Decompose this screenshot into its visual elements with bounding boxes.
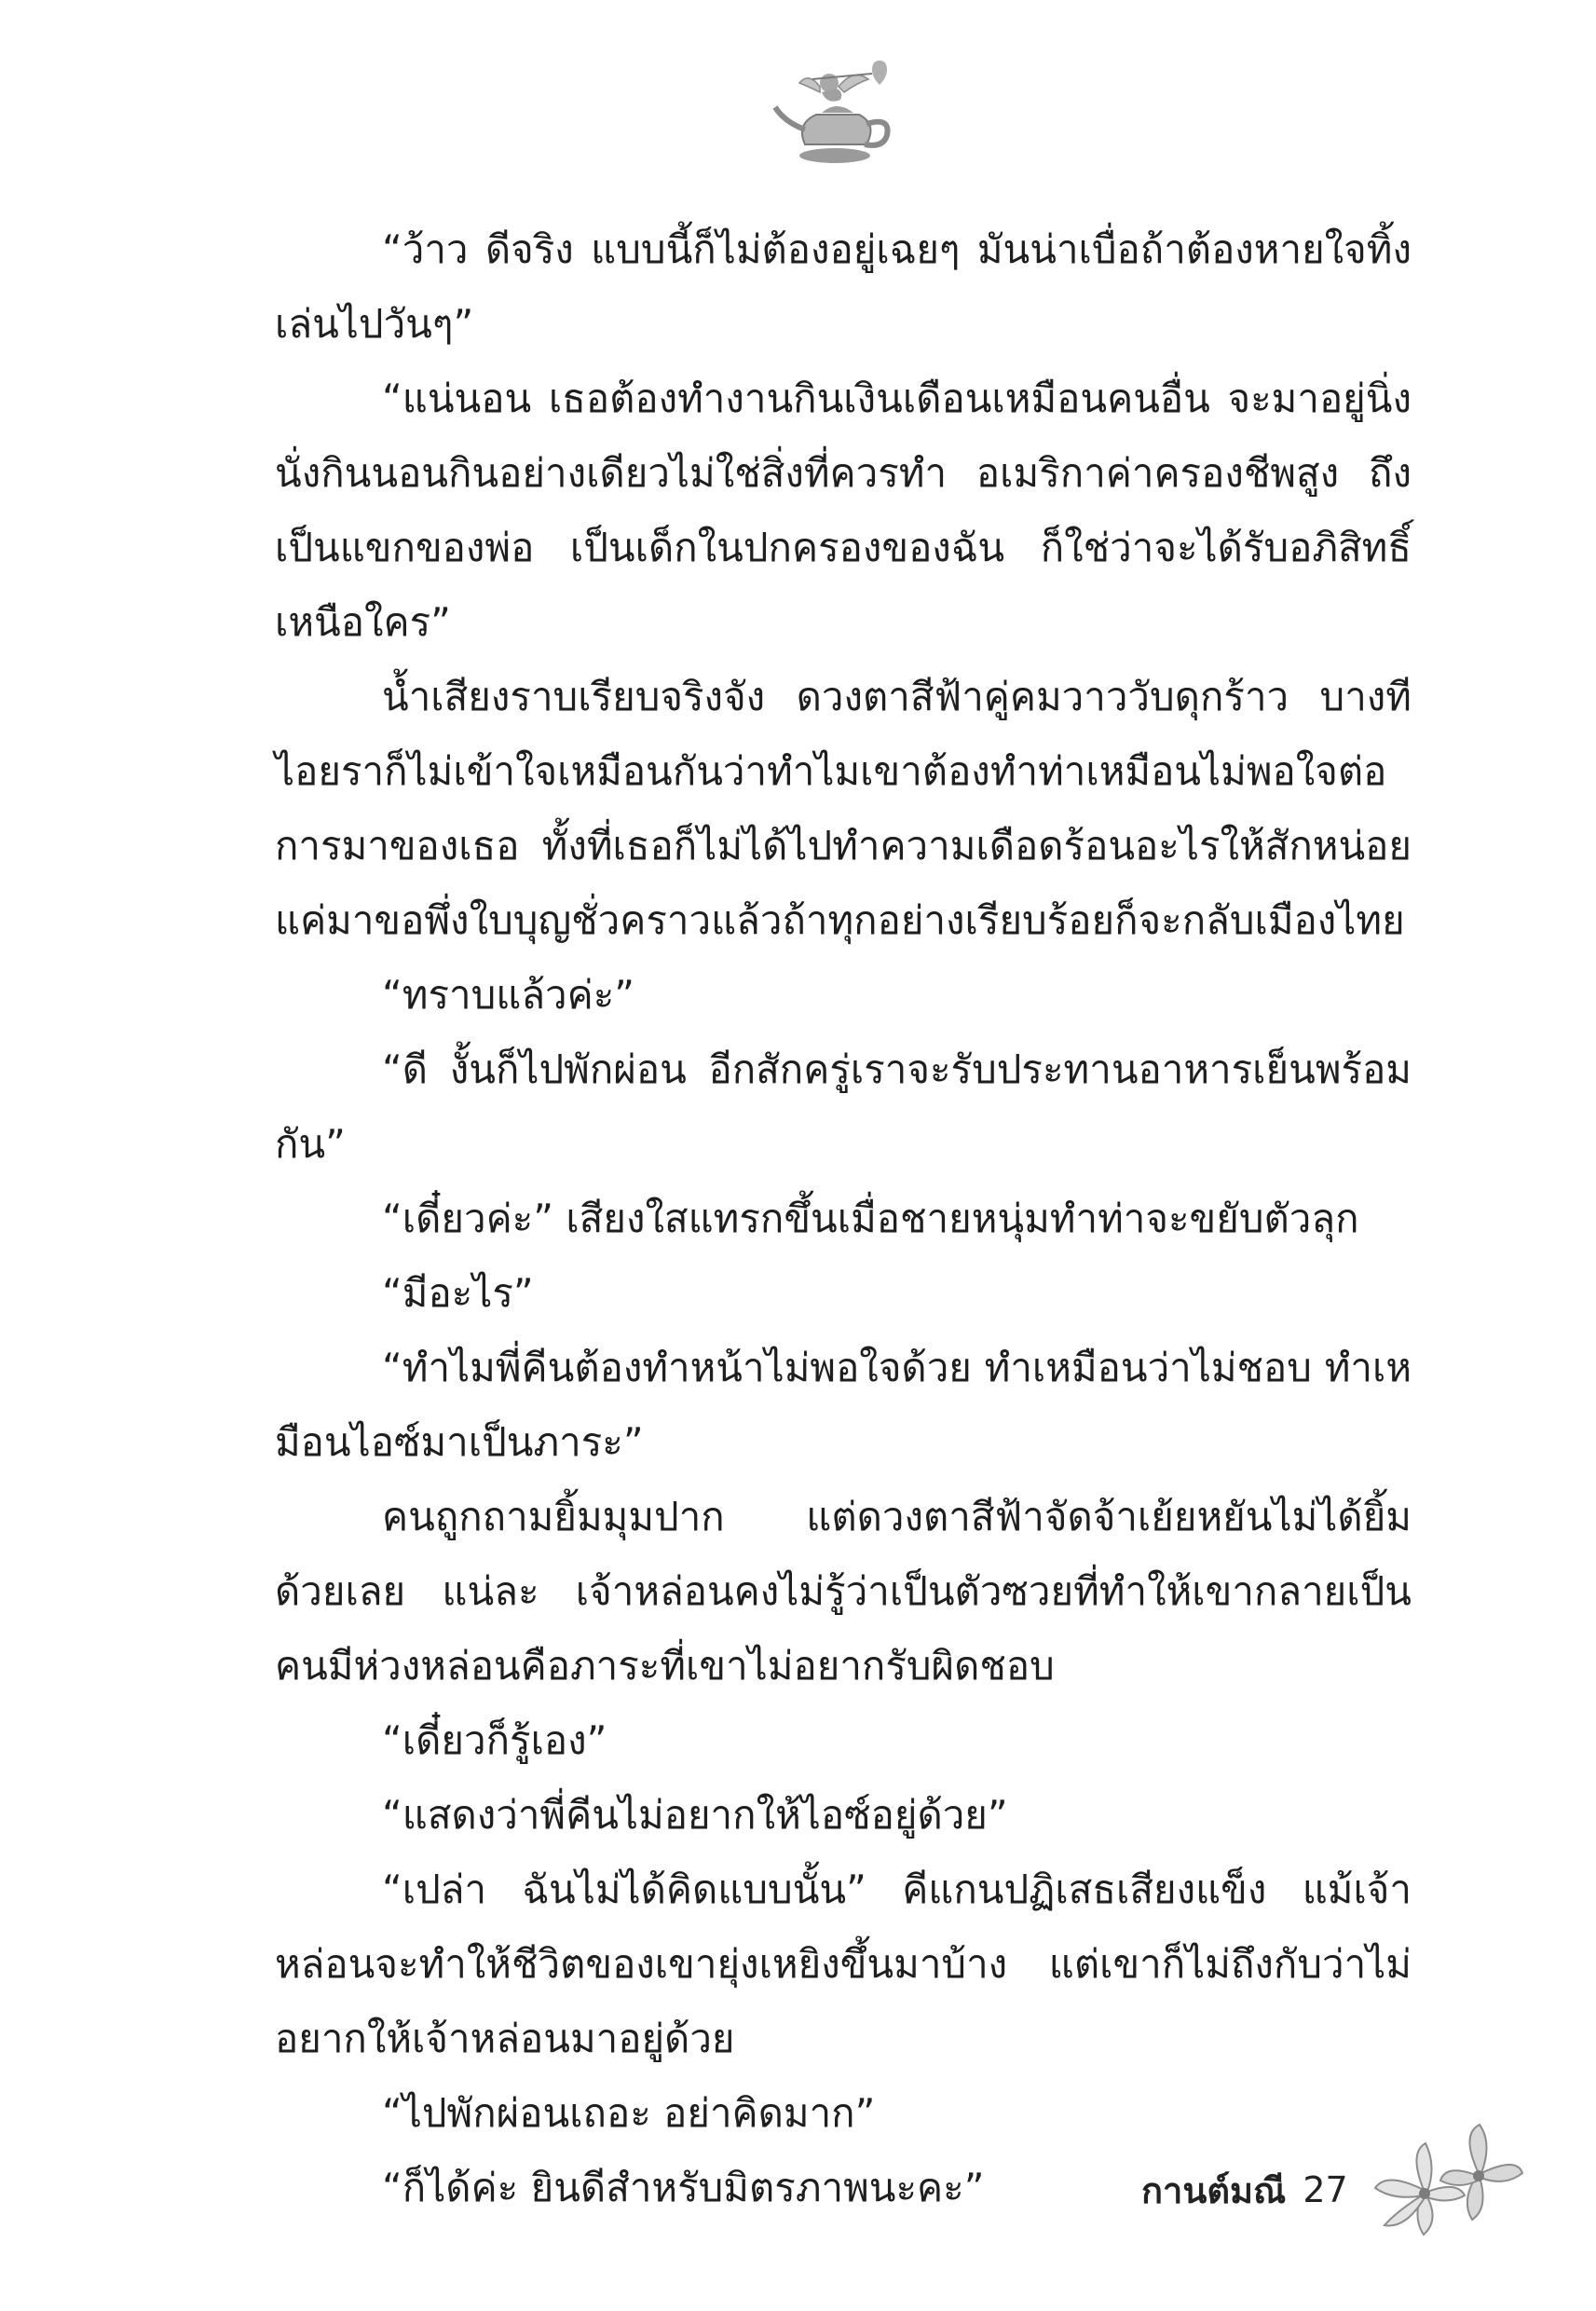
paragraph: “ว้าว ดีจริง แบบนี้ก็ไม่ต้องอยู่เฉยๆ มันน่าเบื่อถ้าต้องหายใจทิ้งเล่นไปวันๆ”	[275, 226, 1412, 347]
paragraph: “แน่นอน เธอต้องทำงานกินเงินเดือนเหมือนคนอื่น จะมาอยู่นิ่งนั่งกินนอนกินอย่างเดียวไม่ใช่สิ่งที่ควรทำ อเมริกาค่าครองชีพสูง ถึงเป็นแขกของพ่อ เป็นเด็กในปกครองของฉัน ก็ใช่ว่าจะได้รับอภิสิทธิ์เหนือใคร”	[275, 376, 1412, 645]
paragraph: “ไปพักผ่อนเถอะ อย่าคิดมาก”	[382, 2090, 876, 2136]
paragraph: “ดี งั้นก็ไปพักผ่อน อีกสักครู่เราจะรับประทานอาหารเย็นพร้อมกัน”	[275, 1046, 1412, 1167]
paragraph: “มีอะไร”	[382, 1270, 534, 1316]
paragraph: “เปล่า ฉันไม่ได้คิดแบบนั้น” คีแกนปฏิเสธเสียงแข็ง แม้เจ้าหล่อนจะทำให้ชีวิตของเขายุ่งเหยิงขึ้นมาบ้าง แต่เขาก็ไม่ถึงกับว่าไม่อยากให้เจ้าหล่อนมาอยู่ด้วย	[275, 1867, 1412, 2061]
paragraph: “ก็ได้ค่ะ ยินดีสำหรับมิตรภาพนะคะ”	[382, 2165, 985, 2210]
body-text	[275, 212, 1412, 2225]
lily-flowers-icon	[1368, 2115, 1526, 2255]
page-footer	[1141, 2143, 1348, 2236]
paragraph: คนถูกถามยิ้มมุมปาก แต่ดวงตาสีฟ้าจัดจ้าเย้ยหยันไม่ได้ยิ้มด้วยเลย แน่ละ เจ้าหล่อนคงไม่รู้ว่าเป็นตัวซวยที่ทำให้เขากลายเป็นคนมีห่วงหล่อนคือภาระที่เขาไม่อยากรับผิดชอบ	[275, 1494, 1412, 1689]
paragraph: “เดี๋ยวค่ะ” เสียงใสแทรกขึ้นเมื่อชายหนุ่มทำท่าจะขยับตัวลุก	[382, 1196, 1359, 1241]
page-number: 27	[1303, 2169, 1348, 2210]
paragraph: “แสดงว่าพี่คีนไม่อยากให้ไอซ์อยู่ด้วย”	[382, 1792, 1008, 1838]
paragraph: น้ำเสียงราบเรียบจริงจัง ดวงตาสีฟ้าคู่คมวาววับดุกร้าว บางทีไอยราก็ไม่เข้าใจเหมือนกันว่าทำไมเขาต้องทำท่าเหมือนไม่พอใจต่อการมาของเธอ ทั้งที่เธอก็ไม่ได้ไปทำความเดือดร้อนอะไรให้สักหน่อย แค่มาขอพึ่งใบบุญชั่วคราวแล้วถ้าทุกอย่างเรียบร้อยก็จะกลับเมืองไทย	[275, 674, 1412, 943]
paragraph: “ทราบแล้วค่ะ”	[382, 972, 635, 1018]
teapot-cupid-icon	[768, 51, 907, 172]
book-title: กานต์มณี	[1141, 2169, 1287, 2211]
paragraph: “ทำไมพี่คีนต้องทำหน้าไม่พอใจด้วย ทำเหมือนว่าไม่ชอบ ทำเหมือนไอซ์มาเป็นภาระ”	[275, 1345, 1412, 1465]
paragraph: “เดี๋ยวก็รู้เอง”	[382, 1717, 607, 1763]
